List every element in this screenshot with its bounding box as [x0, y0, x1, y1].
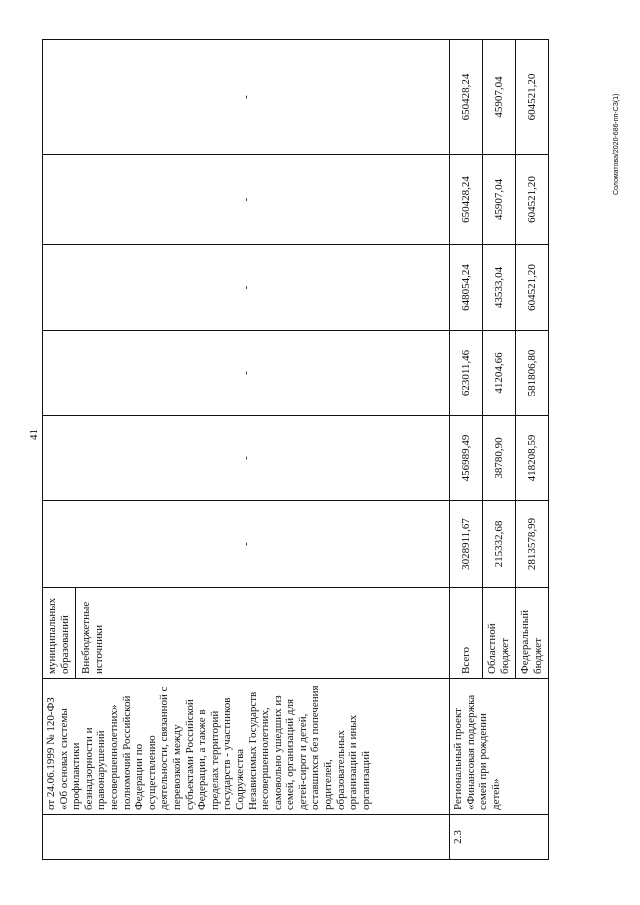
- value-cell: 456989,49: [450, 416, 483, 501]
- page-number: 41: [28, 429, 40, 440]
- value-cell: -: [43, 245, 450, 331]
- value-cell: 604521,20: [516, 40, 549, 155]
- value-cell: 604521,20: [516, 245, 549, 331]
- value-cell: -: [43, 416, 450, 501]
- source-municipal: муниципальных образований: [46, 597, 71, 674]
- value-cell: 45907,04: [483, 40, 516, 155]
- value-cell: 2813578,99: [516, 501, 549, 588]
- value-cell: 43533,04: [483, 245, 516, 331]
- value-cell: 45907,04: [483, 155, 516, 245]
- value-cell: 3028911,67: [450, 501, 483, 588]
- value-cell: 418208,59: [516, 416, 549, 501]
- value-cell: -: [43, 501, 450, 588]
- value-cell: 650428,24: [450, 155, 483, 245]
- value-cell: -: [43, 331, 450, 416]
- value-cell: -: [43, 40, 450, 155]
- value-cell: 581806,80: [516, 331, 549, 416]
- row-name: от 24.06.1999 № 120-ФЗ «Об основах системы профилактики безнадзорности и правонарушений несовершеннолетних» полномочий Российской Федерации по осуществлению деятельности, связанной с перевозкой между субъектами Российской Федерации, а также в пределах территорий государств - участников Содружества Независимых Государств несовершеннолетних, самовольно ушедших из семей, организаций для детей-сирот и детей, оставшихся без попечения родителей, образовательных организаций и иных организаций: [43, 679, 450, 815]
- funding-sources-cell: [43, 588, 450, 679]
- value-cell: 38780,90: [483, 416, 516, 501]
- row-index: [43, 815, 450, 860]
- value-cell: 41204,66: [483, 331, 516, 416]
- value-cell: 215332,68: [483, 501, 516, 588]
- row-index: 2.3: [450, 815, 549, 860]
- source-label: Областной бюджет: [483, 588, 516, 679]
- value-cell: 623011,46: [450, 331, 483, 416]
- table-row: [450, 40, 483, 860]
- source-extrabudget: Внебюджетные источники: [80, 601, 105, 674]
- source-label: Федеральный бюджет: [516, 588, 549, 679]
- cell-divider: [75, 588, 76, 678]
- value-cell: 650428,24: [450, 40, 483, 155]
- value-cell: 648054,24: [450, 245, 483, 331]
- value-cell: 604521,20: [516, 155, 549, 245]
- document-stamp: Соломатова/2020-686-пп-СЗ(1): [613, 93, 620, 195]
- row-name: Региональный проект «Финансовая поддержка семей при рождении детей»: [450, 679, 549, 815]
- budget-table: [42, 39, 549, 860]
- rotated-table-wrapper: [42, 40, 548, 860]
- table-row: [43, 40, 450, 860]
- source-label: Всего: [450, 588, 483, 679]
- value-cell: -: [43, 155, 450, 245]
